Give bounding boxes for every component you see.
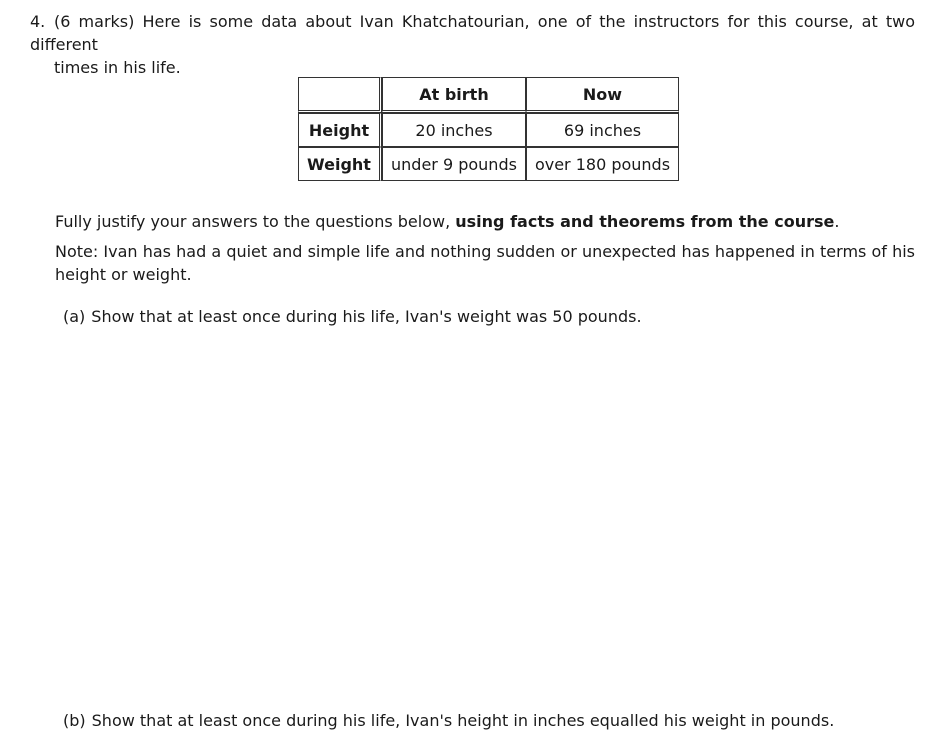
table-header-at-birth: At birth	[382, 77, 526, 113]
question-intro	[30, 10, 915, 79]
weight-at-birth: under 9 pounds	[382, 147, 526, 181]
part-b	[63, 709, 834, 732]
part-b-label: (b)	[63, 711, 86, 730]
part-b-text: Show that at least once during his life, Ivan's height in inches equalled his weight in pounds.	[91, 711, 835, 730]
table-row-height	[298, 113, 679, 147]
justify-instruction	[55, 210, 915, 233]
height-weight-table	[298, 77, 679, 181]
row-label-weight: Weight	[298, 147, 382, 181]
height-at-birth: 20 inches	[382, 113, 526, 147]
row-label-height: Height	[298, 113, 382, 147]
table-header-row	[298, 77, 679, 113]
justify-prefix: Fully justify your answers to the questions below,	[55, 212, 456, 231]
justify-suffix: .	[834, 212, 840, 231]
question-intro-line1: (6 marks) Here is some data about Ivan Khatchatourian, one of the instructors for this course, at two different	[30, 12, 915, 54]
part-a-text: Show that at least once during his life, Ivan's weight was 50 pounds.	[91, 307, 642, 326]
part-a	[63, 305, 642, 328]
table-header-empty	[298, 77, 382, 113]
table-row-weight	[298, 147, 679, 181]
question-intro-line2: times in his life.	[54, 58, 181, 77]
table-header-now: Now	[526, 77, 679, 113]
part-a-label: (a)	[63, 307, 86, 326]
justify-emphasis: using facts and theorems from the course	[455, 212, 835, 231]
question-number: 4.	[30, 12, 46, 31]
weight-now: over 180 pounds	[526, 147, 679, 181]
note-paragraph: Note: Ivan has had a quiet and simple life and nothing sudden or unexpected has happened in terms of his height or weight.	[55, 242, 915, 284]
height-now: 69 inches	[526, 113, 679, 147]
